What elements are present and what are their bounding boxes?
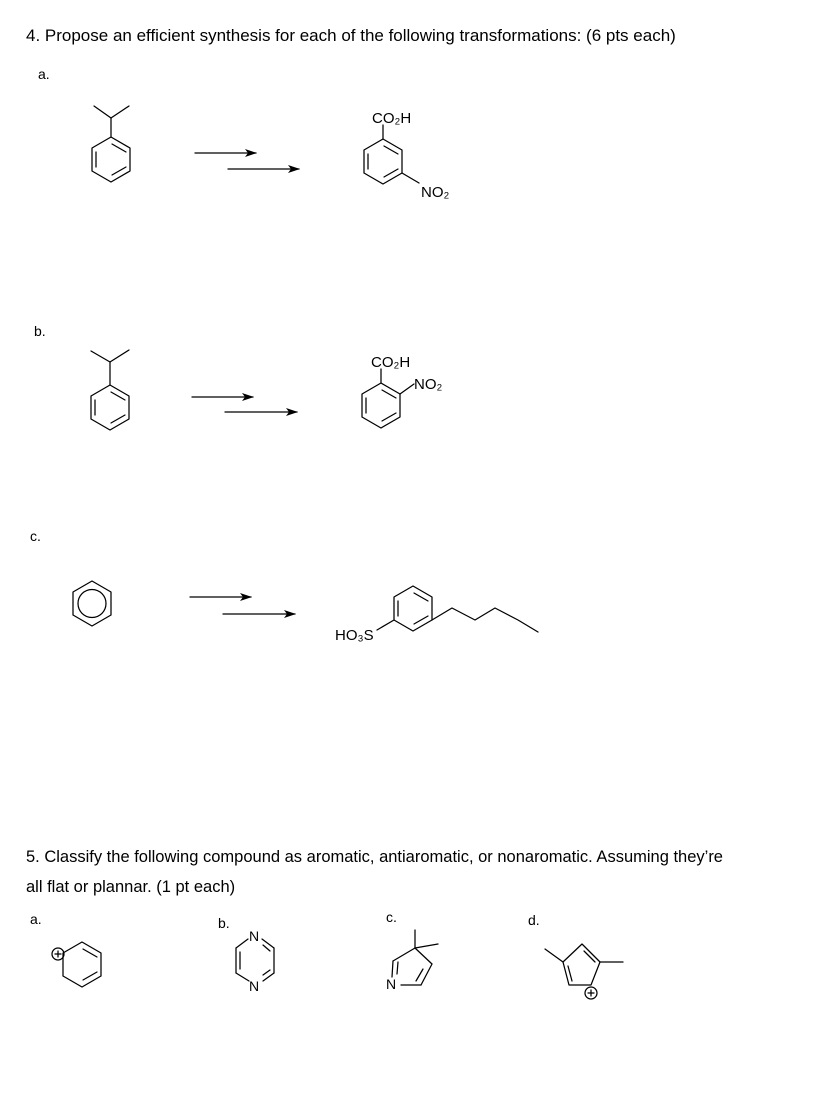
compound-c-label: c. xyxy=(386,909,397,925)
compound-a-structure xyxy=(52,942,101,987)
benzene-structure-c xyxy=(73,581,111,626)
compound-d-structure xyxy=(545,944,623,999)
product-structure-a xyxy=(364,125,419,184)
compound-a-label: a. xyxy=(30,911,42,927)
cumene-structure-b xyxy=(91,350,129,430)
carboxylic-acid-label-a: CO₂H xyxy=(372,110,412,127)
product-structure-b xyxy=(362,369,414,428)
question-4-title: 4. Propose an efficient synthesis for each of the following transformations: (6 pts each) xyxy=(26,26,676,45)
question-5-line-1: 5. Classify the following compound as aromatic, antiaromatic, or nonaromatic. Assuming they’re xyxy=(26,848,723,866)
compound-b-structure xyxy=(236,939,274,981)
question-5-line-2: all flat or plannar. (1 pt each) xyxy=(26,878,236,896)
nitro-label-b: NO₂ xyxy=(414,376,443,393)
nitrogen-top-b: N xyxy=(249,928,260,944)
nitrogen-c: N xyxy=(386,976,397,992)
compound-b-label: b. xyxy=(218,915,230,931)
nitro-label-a: NO₂ xyxy=(421,184,450,201)
sulfonic-acid-label-c: HO₃S xyxy=(335,627,374,644)
compound-d-label: d. xyxy=(528,912,540,928)
product-structure-c xyxy=(377,586,538,632)
carboxylic-acid-label-b: CO₂H xyxy=(371,354,411,371)
part-b-label: b. xyxy=(34,323,46,339)
part-c-label: c. xyxy=(30,528,41,544)
cumene-structure-a xyxy=(92,106,130,182)
compound-c-structure xyxy=(392,930,438,985)
nitrogen-bottom-b: N xyxy=(249,978,260,994)
part-a-label: a. xyxy=(38,66,50,82)
